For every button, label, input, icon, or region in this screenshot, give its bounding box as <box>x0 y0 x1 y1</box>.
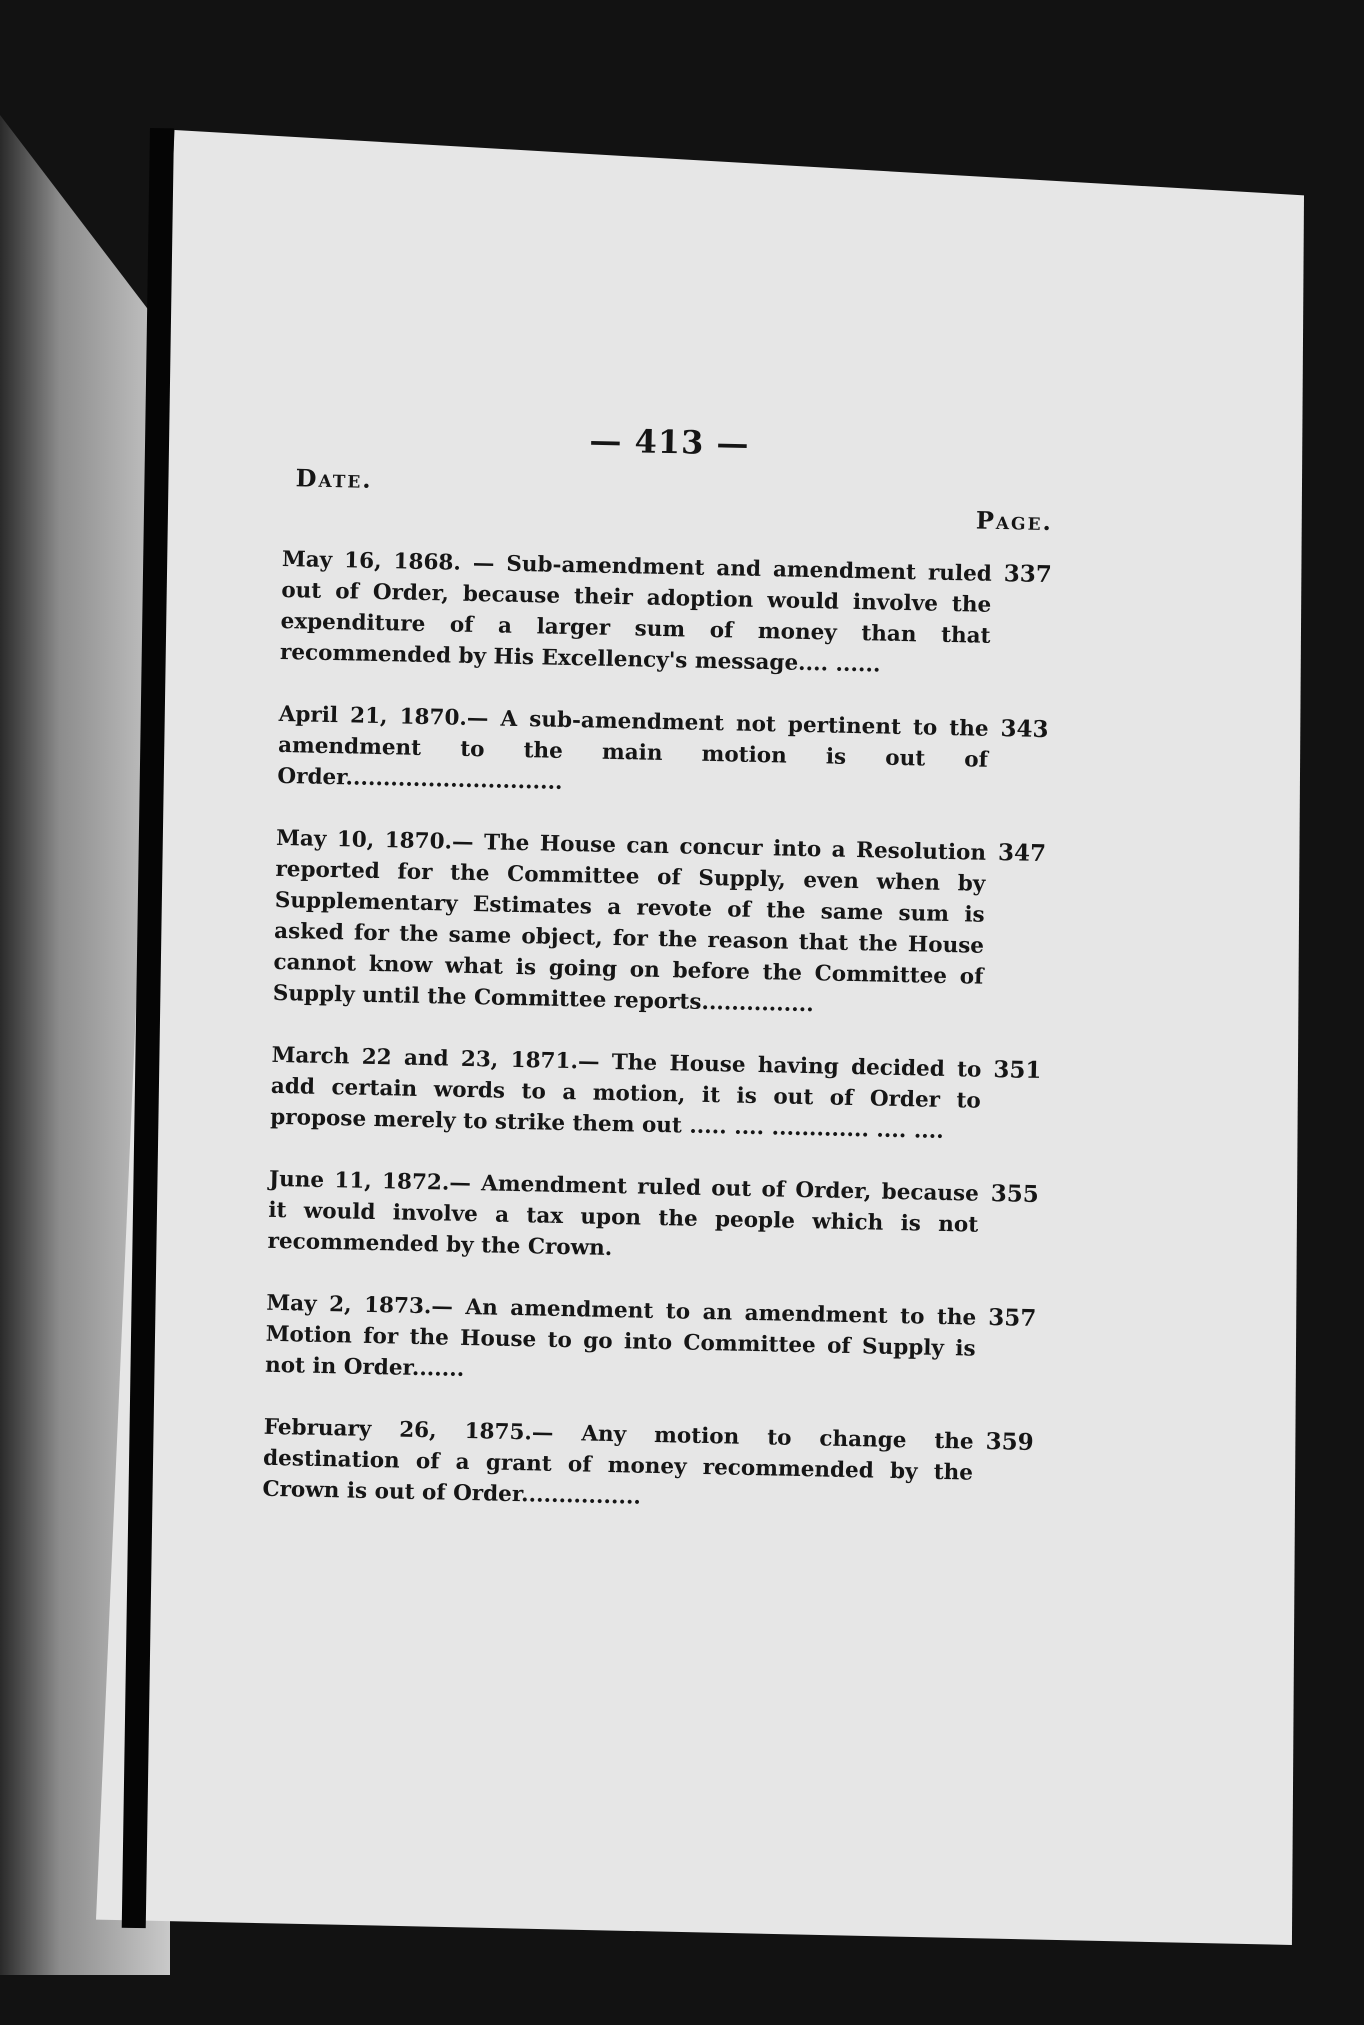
entry-page-number: 337 <box>1003 560 1053 589</box>
entry-date: March 22 and 23, 1871.— <box>271 1042 600 1075</box>
entry-text: A sub-amendment not pertinent to the amendment to the main motion is out of Order............................. <box>277 706 989 795</box>
entry-text: An amendment to an amendment to the Motion for the House to go into Committee of Supply is not in Order....... <box>264 1294 977 1382</box>
index-entry <box>262 1411 1034 1521</box>
entry-page-number: 357 <box>987 1303 1037 1332</box>
entry-page-number: 351 <box>993 1055 1042 1084</box>
index-entry <box>265 1287 1037 1397</box>
entry-date: May 2, 1873.— <box>266 1290 454 1320</box>
page-column-heading: Page. <box>975 505 1054 537</box>
index-entry <box>280 543 1052 684</box>
index-entry <box>270 1039 1042 1149</box>
entry-page-number: 355 <box>990 1179 1040 1208</box>
index-entry <box>277 698 1049 808</box>
entry-date: May 10, 1870.— <box>275 825 474 856</box>
entry-page-number: 343 <box>1000 715 1049 744</box>
index-entry <box>273 822 1047 1025</box>
entry-text: The House can concur into a Resolution reported for the Committee of Supply, even when by Supplementary Estimates a revote of the same sum is asked for the same object, for the reason that the House cannot know what is going on before the Committee of Supply until the Committee reports............... <box>272 830 987 1018</box>
entry-date: February 26, 1875.— <box>263 1414 554 1446</box>
index-entry <box>267 1163 1039 1273</box>
entry-page-number: 359 <box>985 1427 1034 1456</box>
entry-date: May 16, 1868. — <box>281 546 495 577</box>
entry-text: Sub-amendment and amendment ruled out of Order, because their adoption would involve the expenditure of a larger sum of money than that recommended by His Excellency's message.... ...... <box>279 551 993 678</box>
entry-page-number: 347 <box>997 839 1047 868</box>
entry-date: April 21, 1870.— <box>278 701 489 732</box>
date-column-heading: Date. <box>295 463 374 494</box>
entry-text: Any motion to change the destination of a grant of money recommended by the Crown is out of Order................ <box>262 1421 974 1510</box>
page-text <box>262 415 1055 1521</box>
entry-text: Amendment ruled out of Order, because it would involve a tax upon the people which is not recommended by the Crown. <box>267 1171 980 1262</box>
page-number: — 413 — <box>589 421 750 463</box>
entry-date: June 11, 1872.— <box>268 1166 472 1197</box>
entry-text: The House having decided to add certain words to a motion, it is out of Order to propose merely to strike them out ..... .... ............. .... .... <box>270 1049 982 1144</box>
column-headings <box>283 463 1054 537</box>
